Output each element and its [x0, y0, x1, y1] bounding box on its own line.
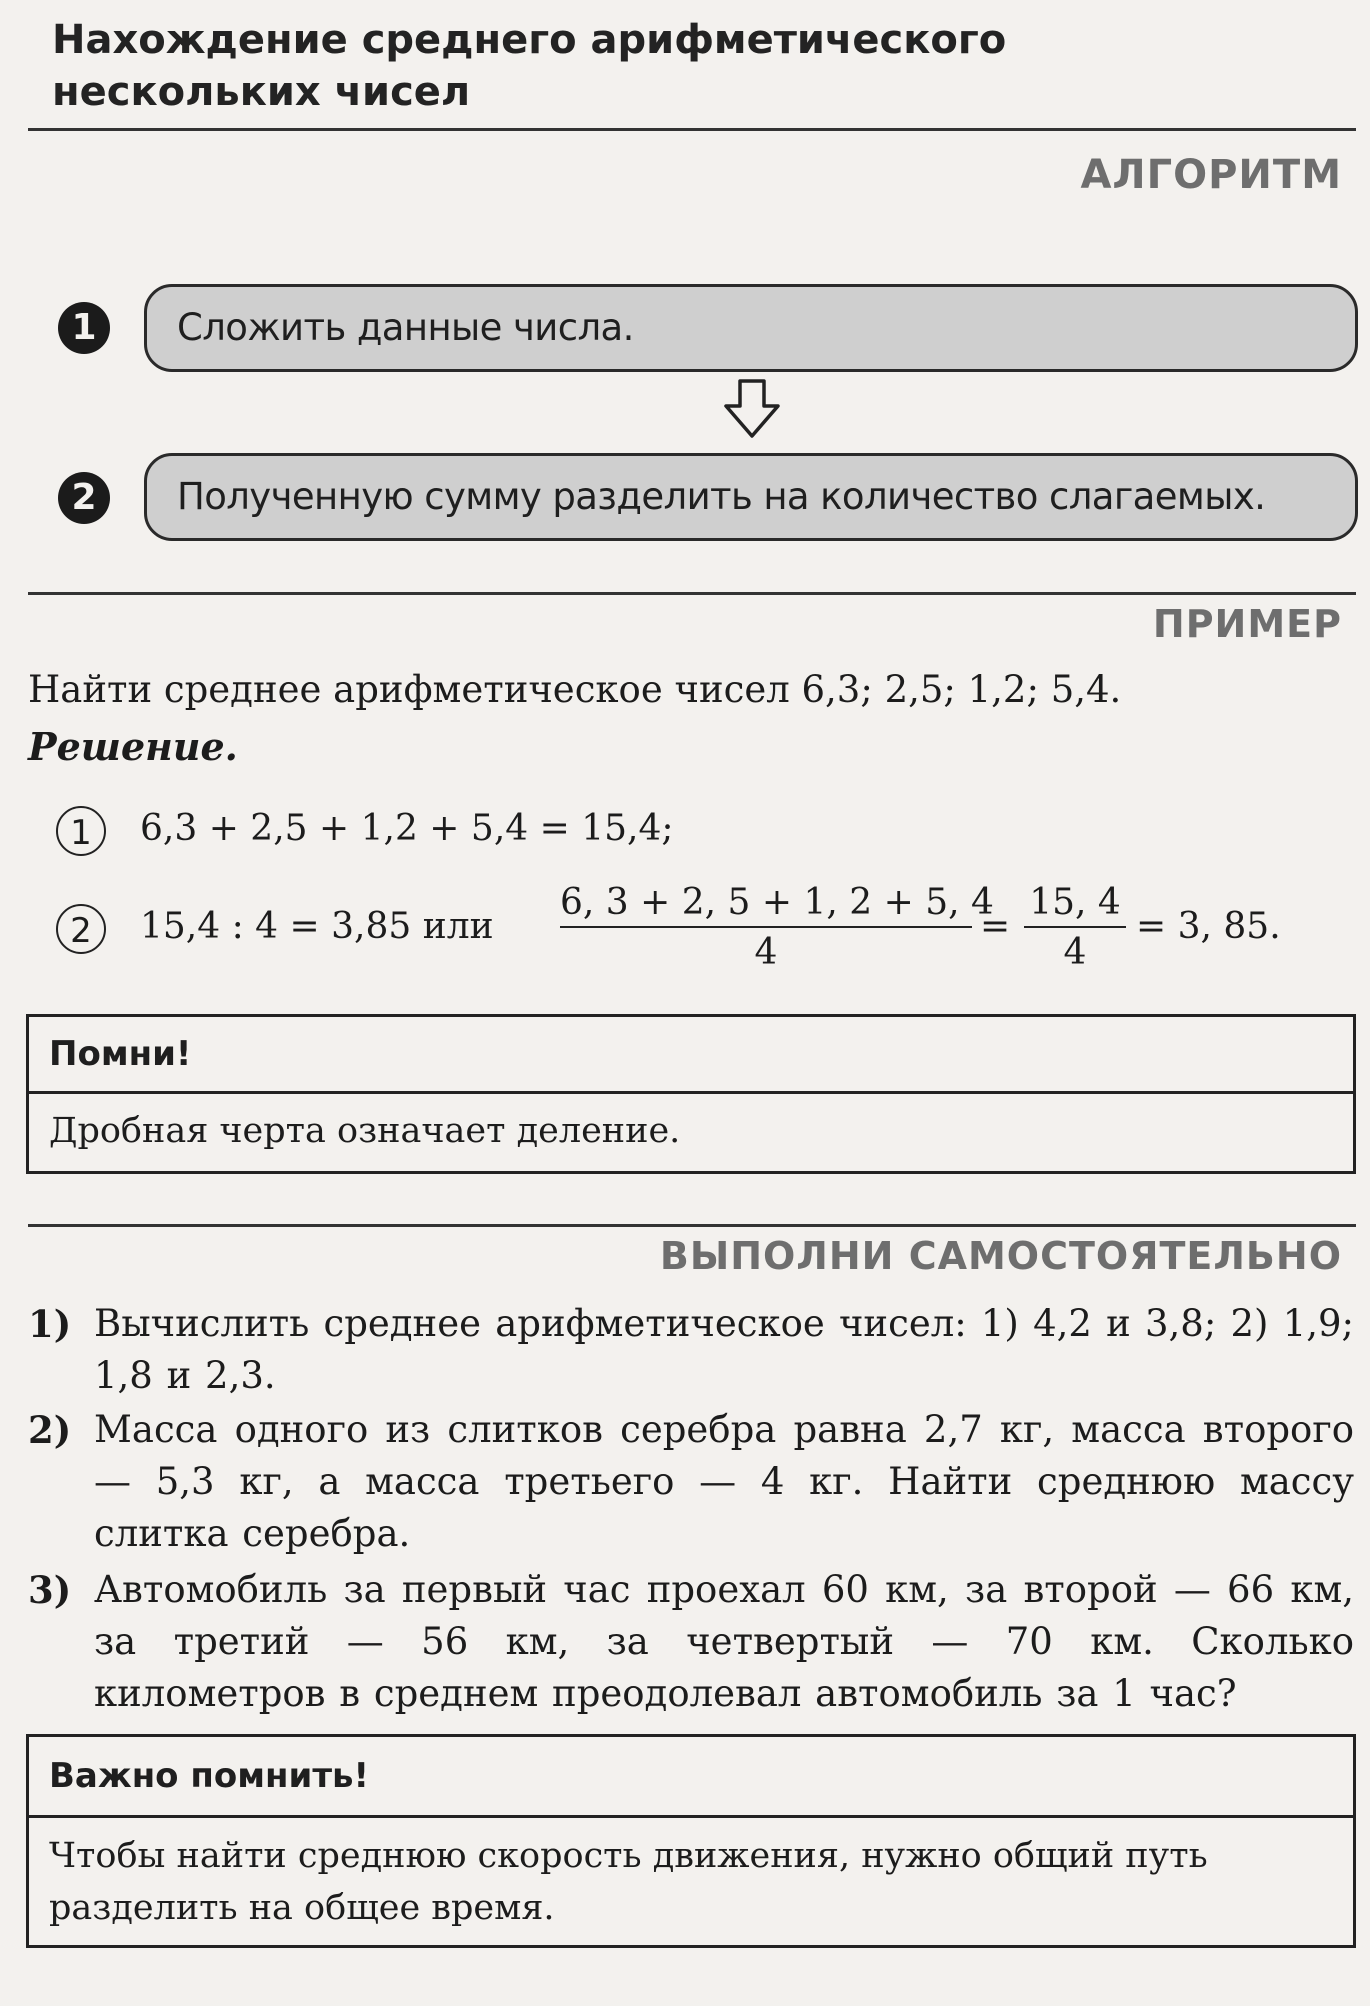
important-box: [26, 1734, 1356, 1948]
task-1-text: Вычислить среднее арифметическое чисел: 1) 4,2 и 3,8; 2) 1,9; 1,8 и 2,3.: [94, 1302, 1354, 1397]
task-2: [28, 1404, 1354, 1560]
practice-label: ВЫПОЛНИ САМОСТОЯТЕЛЬНО: [659, 1234, 1342, 1278]
solution-label: Решение.: [28, 724, 238, 769]
task-3-number: 3): [28, 1568, 72, 1612]
task-1-number: 1): [28, 1302, 72, 1346]
fraction-sum-denominator: 4: [754, 932, 778, 973]
page-title: [52, 14, 1252, 118]
task-2-number: 2): [28, 1408, 72, 1452]
divider: [28, 128, 1356, 131]
title-line-2: нескольких чисел: [52, 69, 471, 115]
solution-step-2-number: 2: [56, 904, 106, 954]
fraction-result-denominator: 4: [1063, 932, 1087, 973]
fraction-result-numerator: 15, 4: [1029, 882, 1121, 923]
divider: [28, 1224, 1356, 1227]
down-arrow-icon: [722, 378, 782, 444]
solution-step-2-text: 15,4 : 4 = 3,85 или: [140, 906, 494, 947]
step-2-number: 2: [58, 472, 110, 524]
fraction-sum: [560, 880, 994, 978]
algorithm-step-1: Сложить данные числа.: [144, 284, 1358, 372]
fraction-sum-numerator: 6, 3 + 2, 5 + 1, 2 + 5, 4: [560, 882, 994, 923]
task-3-text: Автомобиль за первый час проехал 60 км, за второй — 66 км, за третий — 56 км, за четвертый — 70 км. Сколько километров в среднем преодолевал автомобиль за 1 час?: [94, 1568, 1354, 1715]
remember-title: Помни!: [29, 1017, 1353, 1094]
algorithm-label: АЛГОРИТМ: [1080, 152, 1342, 198]
fraction-result: [1024, 880, 1126, 978]
example-problem: Найти среднее арифметическое чисел 6,3; 2,5; 1,2; 5,4.: [28, 668, 1122, 711]
task-1: [28, 1298, 1354, 1402]
example-label: ПРИМЕР: [1152, 602, 1342, 646]
important-title: Важно помнить!: [29, 1737, 1353, 1818]
divider: [28, 592, 1356, 595]
final-result: = 3, 85.: [1136, 906, 1281, 947]
task-2-text: Масса одного из слитков серебра равна 2,7 кг, масса второго — 5,3 кг, а масса третьего — 4 кг. Найти среднюю массу слитка серебра.: [94, 1408, 1354, 1555]
remember-text: Дробная черта означает деление.: [49, 1111, 681, 1151]
remember-box: [26, 1014, 1356, 1174]
solution-step-1-number: 1: [56, 806, 106, 856]
solution-step-1-text: 6,3 + 2,5 + 1,2 + 5,4 = 15,4;: [140, 808, 674, 849]
task-3: [28, 1564, 1354, 1720]
algorithm-step-2: Полученную сумму разделить на количество слагаемых.: [144, 453, 1358, 541]
title-line-1: Нахождение среднего арифметического: [52, 17, 1007, 63]
important-text: Чтобы найти среднюю скорость движения, нужно общий путь разделить на общее время.: [49, 1836, 1208, 1928]
step-1-number: 1: [58, 302, 110, 354]
equals-sign: =: [980, 906, 1011, 947]
